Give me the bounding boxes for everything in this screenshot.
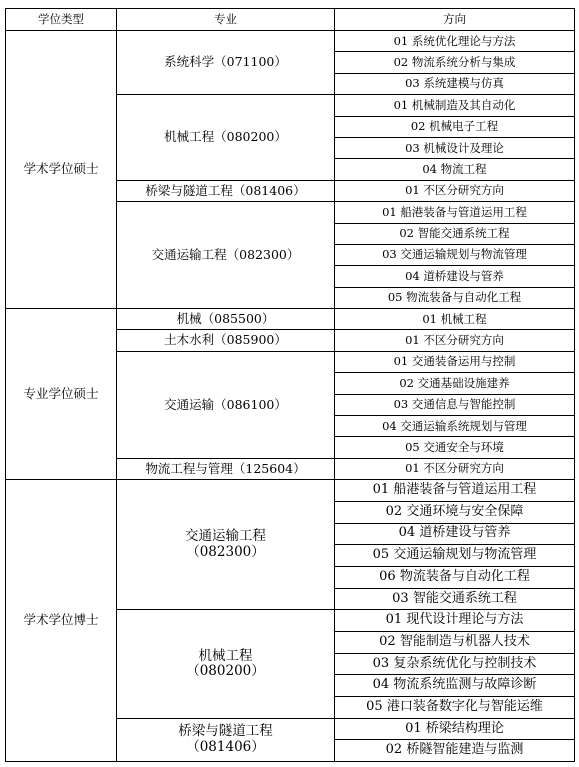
major-cell: 物流工程与管理（125604） [117,458,335,479]
header-major: 专业 [117,9,335,31]
direction-cell: 01 现代设计理论与方法 [335,610,575,632]
direction-cell: 04 物流系统监测与故障诊断 [335,675,575,697]
direction-cell: 02 物流系统分析与集成 [335,52,575,73]
direction-cell: 05 港口装备数字化与智能运维 [335,697,575,719]
direction-cell: 03 智能交通系统工程 [335,588,575,610]
direction-cell: 01 交通装备运用与控制 [335,351,575,372]
major-cell: 交通运输工程（082300） [117,202,335,309]
major-cell: 土木水利（085900） [117,330,335,351]
direction-cell: 02 机械电子工程 [335,116,575,137]
direction-cell: 03 复杂系统优化与控制技术 [335,653,575,675]
direction-cell: 02 交通环境与安全保障 [335,501,575,523]
direction-cell: 03 交通信息与智能控制 [335,394,575,415]
direction-cell: 04 道桥建设与管养 [335,523,575,545]
degree-cell: 学术学位硕士 [6,31,117,309]
major-cell: 机械工程（080200） [117,95,335,181]
direction-cell: 04 物流工程 [335,159,575,180]
direction-cell: 03 交通运输规划与物流管理 [335,244,575,265]
major-name: 桥梁与隧道工程 [178,723,273,740]
major-cell: 机械（085500） [117,309,335,330]
major-code: （080200） [186,663,265,680]
direction-cell: 01 桥梁结构理论 [335,718,575,740]
direction-cell: 02 交通基础设施建养 [335,373,575,394]
direction-cell: 05 交通安全与环境 [335,437,575,458]
degree-cell: 学术学位博士 [6,480,117,762]
header-row [6,9,575,31]
direction-cell: 02 智能交通系统工程 [335,223,575,244]
direction-cell: 02 桥隧智能建造与监测 [335,740,575,762]
direction-cell: 04 交通运输系统规划与管理 [335,416,575,437]
direction-cell: 02 智能制造与机器人技术 [335,632,575,654]
major-cell: 交通运输（086100） [117,351,335,458]
direction-cell: 01 不区分研究方向 [335,180,575,201]
direction-cell: 01 机械工程 [335,309,575,330]
direction-cell: 01 不区分研究方向 [335,458,575,479]
major-code: （082300） [186,543,265,560]
direction-cell: 01 船港装备与管道运用工程 [335,480,575,502]
major-cell [117,480,335,610]
direction-cell: 01 系统优化理论与方法 [335,31,575,52]
direction-cell: 03 系统建模与仿真 [335,73,575,94]
major-code: （081406） [186,738,265,755]
header-degree-type: 学位类型 [6,9,117,31]
direction-cell: 04 道桥建设与管养 [335,266,575,287]
direction-cell: 01 不区分研究方向 [335,330,575,351]
major-cell [117,718,335,761]
table-row [6,309,575,330]
direction-cell: 05 物流装备与自动化工程 [335,287,575,308]
direction-cell: 05 交通运输规划与物流管理 [335,545,575,567]
header-direction: 方向 [335,9,575,31]
major-name: 机械工程 [198,647,253,664]
degree-cell: 专业学位硕士 [6,309,117,480]
major-cell: 系统科学（071100） [117,31,335,95]
direction-cell: 01 船港装备与管道运用工程 [335,202,575,223]
table-row [6,480,575,502]
program-table [5,8,575,762]
major-name: 交通运输工程 [185,528,266,545]
major-cell [117,610,335,718]
direction-cell: 06 物流装备与自动化工程 [335,566,575,588]
major-cell: 桥梁与隧道工程（081406） [117,180,335,201]
direction-cell: 03 机械设计及理论 [335,137,575,158]
direction-cell: 01 机械制造及其自动化 [335,95,575,116]
table-row [6,31,575,52]
